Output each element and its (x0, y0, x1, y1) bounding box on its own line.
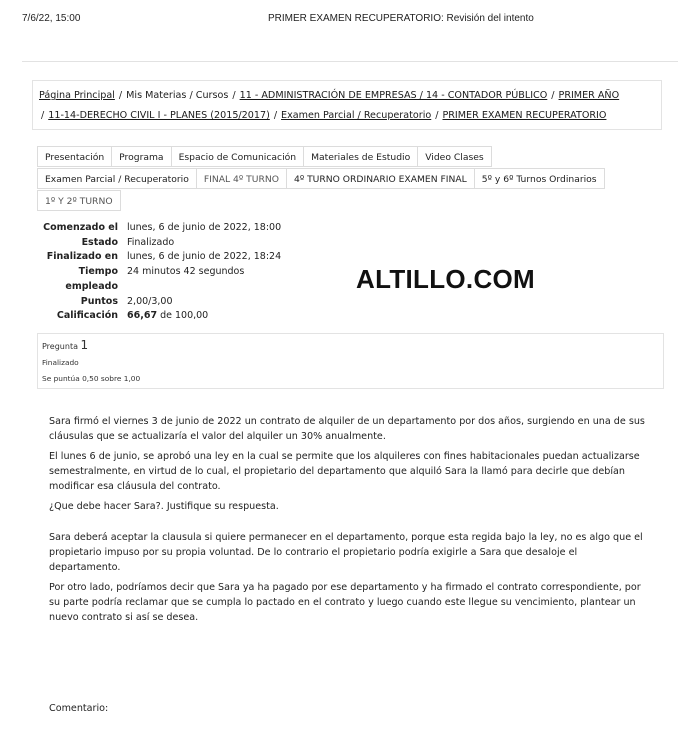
breadcrumb: Página Principal / Mis Materias / Cursos / 11 - ADMINISTRACIÓN DE EMPRESAS / 14 - CONTADOR PÚBLICO / PRIMER AÑO / 11-14-DERECHO CIVIL I - PLANES (2015/2017) / Examen Parcial / Recuperatorio / PRIMER EXAMEN RECUPERATORIO (32, 80, 662, 130)
calificacion-label: Calificación (56, 310, 118, 322)
tab-espacio-comunicacion[interactable]: Espacio de Comunicación (171, 146, 305, 167)
breadcrumb-materia[interactable]: 11-14-DERECHO CIVIL I - PLANES (2015/2017) (48, 110, 270, 121)
breadcrumb-carrera[interactable]: 11 - ADMINISTRACIÓN DE EMPRESAS / 14 - CONTADOR PÚBLICO (239, 90, 548, 101)
comenzado-value: lunes, 6 de junio de 2022, 18:00 (127, 222, 282, 233)
breadcrumb-home[interactable]: Página Principal (39, 90, 115, 101)
print-title: PRIMER EXAMEN RECUPERATORIO: Revisión del intento (268, 13, 534, 24)
question-content (49, 414, 649, 630)
tabs-row-2 (37, 168, 604, 189)
breadcrumb-mis-materias: Mis Materias / Cursos (126, 90, 229, 101)
breadcrumb-examen-parcial[interactable]: Examen Parcial / Recuperatorio (281, 110, 432, 121)
tabs-row-3 (37, 190, 120, 211)
tab-5-6-turnos[interactable]: 5º y 6º Turnos Ordinarios (474, 168, 605, 189)
tiempo-label-line-1: Tiempo (78, 266, 118, 278)
tab-4-turno-ordinario[interactable]: 4º TURNO ORDINARIO EXAMEN FINAL (286, 168, 475, 189)
puntos-label: Puntos (80, 295, 118, 307)
tab-programa[interactable]: Programa (111, 146, 171, 167)
print-datetime: 7/6/22, 15:00 (22, 13, 81, 24)
question-info-box (37, 333, 664, 389)
question-status: Finalizado (42, 358, 79, 367)
breadcrumb-examen-recuperatorio[interactable]: PRIMER EXAMEN RECUPERATORIO (442, 110, 607, 121)
watermark-logo: ALTILLO.COM (356, 264, 536, 294)
estado-label: Estado (81, 236, 118, 248)
question-score: Se puntúa 0,50 sobre 1,00 (42, 374, 141, 383)
question-text-p3: ¿Que debe hacer Sara?. Justifique su respuesta. (49, 501, 279, 512)
question-text-p2: El lunes 6 de junio, se aprobó una ley en la cual se permite que los alquileres con fines habitacionales puedan actualizarse semestralmente, en virtud de lo cual, el propietario del departamento que alquiló Sara la llamó para decirle que debían modificar esa cláusula del contrato. (49, 451, 640, 492)
comenzado-label: Comenzado el (43, 222, 118, 233)
puntos-value: 2,00/3,00 (127, 295, 173, 307)
tiempo-value: 24 minutos 42 segundos (127, 266, 245, 278)
answer-text-p2: Por otro lado, podríamos decir que Sara ya ha pagado por ese departamento y ha firmado el contrato correspondiente, por su parte podría reclamar que se cumpla lo pactado en el contrato y luego cuando este llegue su vencimiento, plantear un nuevo contrato si así se desea. (49, 582, 641, 623)
question-number: 1 (80, 338, 89, 352)
question-heading (42, 338, 659, 352)
tabs-row-1 (37, 146, 491, 167)
breadcrumb-anio[interactable]: PRIMER AÑO (558, 90, 620, 101)
tab-1-2-turno[interactable]: 1º Y 2º TURNO (37, 190, 121, 211)
calificacion-total: de 100,00 (157, 310, 209, 322)
tiempo-label-line-2: empleado (65, 280, 118, 292)
answer-text-p1: Sara deberá aceptar la clausula si quiere permanecer en el departamento, porque esta regida bajo la ley, no es algo que el propietario impuso por su propia voluntad. De lo contrario el propietario podría exigirle a Sara que desaloje el departamento. (49, 532, 643, 573)
header-divider (22, 61, 678, 62)
tab-final-4-turno[interactable]: FINAL 4º TURNO (196, 168, 287, 189)
calificacion-score: 66,67 (127, 310, 158, 322)
tiempo-label (37, 265, 127, 294)
estado-value: Finalizado (127, 236, 175, 248)
attempt-summary (37, 221, 281, 324)
tab-video-clases[interactable]: Video Clases (417, 146, 492, 167)
question-text-p1: Sara firmó el viernes 3 de junio de 2022 un contrato de alquiler de un departamento por dos años, surgiendo en una de sus cláusulas que se actualizaría el valor del alquiler un 30% anualmente. (49, 416, 645, 442)
calificacion-value (127, 309, 208, 324)
finalizado-label: Finalizado en (46, 251, 118, 263)
question-label: Pregunta (42, 342, 78, 351)
comentario-label: Comentario: (49, 703, 109, 714)
finalizado-value: lunes, 6 de junio de 2022, 18:24 (127, 251, 282, 263)
tab-examen-parcial[interactable]: Examen Parcial / Recuperatorio (37, 168, 197, 189)
tab-presentacion[interactable]: Presentación (37, 146, 112, 167)
tab-materiales-estudio[interactable]: Materiales de Estudio (303, 146, 418, 167)
